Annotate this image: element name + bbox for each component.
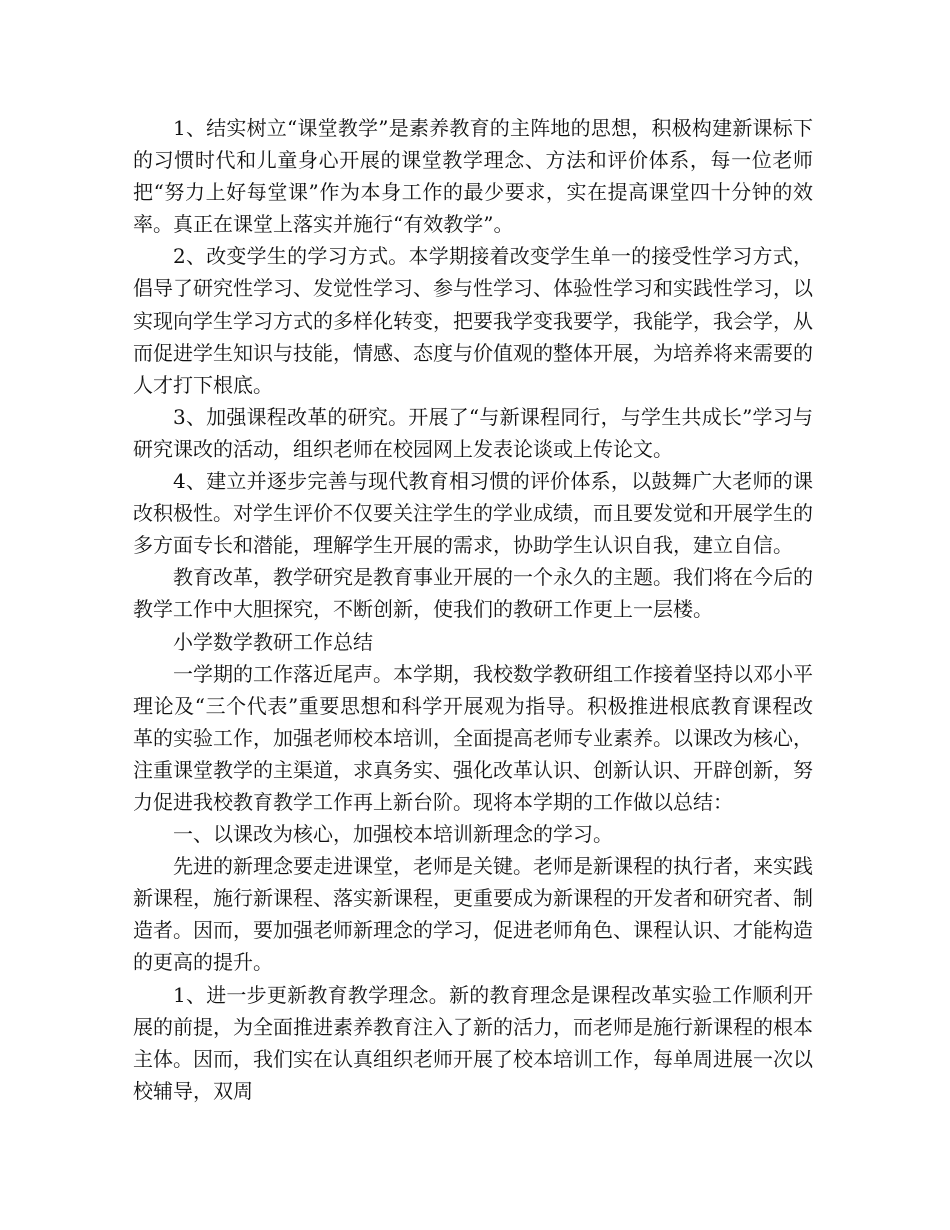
paragraph-4: 4、建立并逐步完善与现代教育相习惯的评价体系，以鼓舞广大老师的课改积极性。对学生评价不仅要关注学生的学业成绩，而且要发觉和开展学生的多方面专长和潜能，理解学生开展的需求，协助学生认识自我，建立自信。 [133,469,813,558]
paragraph-6: 一学期的工作落近尾声。本学期，我校数学教研组工作接着坚持以邓小平理论及“三个代表”重要思想和科学开展观为指导。积极推进根底教育课程改革的实验工作，加强老师校本培训，全面提高老师专业素养。以课改为核心，注重课堂教学的主渠道，求真务实、强化改革认识、创新认识、开辟创新，努力促进我校教育教学工作再上新台阶。现将本学期的工作做以总结： [133,661,813,814]
paragraph-7: 先进的新理念要走进课堂，老师是关键。老师是新课程的执行者，来实践新课程，施行新课程、落实新课程，更重要成为新课程的开发者和研究者、制造者。因而，要加强老师新理念的学习，促进老师角色、课程认识、才能构造的更高的提升。 [133,854,813,975]
document-body [133,112,813,1107]
section-title: 小学数学教研工作总结 [173,629,373,654]
paragraph-2: 2、改变学生的学习方式。本学期接着改变学生单一的接受性学习方式，倡导了研究性学习、发觉性学习、参与性学习、体验性学习和实践性学习，以实现向学生学习方式的多样化转变，把要我学变我要学，我能学，我会学，从而促进学生知识与技能，情感、态度与价值观的整体开展，为培养将来需要的人才打下根底。 [133,244,813,397]
paragraph-1: 1、结实树立“课堂教学”是素养教育的主阵地的思想，积极构建新课标下的习惯时代和儿童身心开展的课堂教学理念、方法和评价体系，每一位老师把“努力上好每堂课”作为本身工作的最少要求，实在提高课堂四十分钟的效率。真正在课堂上落实并施行“有效教学”。 [133,116,813,237]
paragraph-8: 1、进一步更新教育教学理念。新的教育理念是课程改革实验工作顺利开展的前提，为全面推进素养教育注入了新的活力，而老师是施行新课程的根本主体。因而，我们实在认真组织老师开展了校本培训工作，每单周进展一次以校辅导，双周 [133,982,813,1103]
section-heading: 一、以课改为核心，加强校本培训新理念的学习。 [173,822,613,847]
paragraph-5: 教育改革，教学研究是教育事业开展的一个永久的主题。我们将在今后的教学工作中大胆探究，不断创新，使我们的教研工作更上一层楼。 [133,565,813,622]
paragraph-3: 3、加强课程改革的研究。开展了“与新课程同行，与学生共成长”学习与研究课改的活动，组织老师在校园网上发表论谈或上传论文。 [133,404,813,461]
